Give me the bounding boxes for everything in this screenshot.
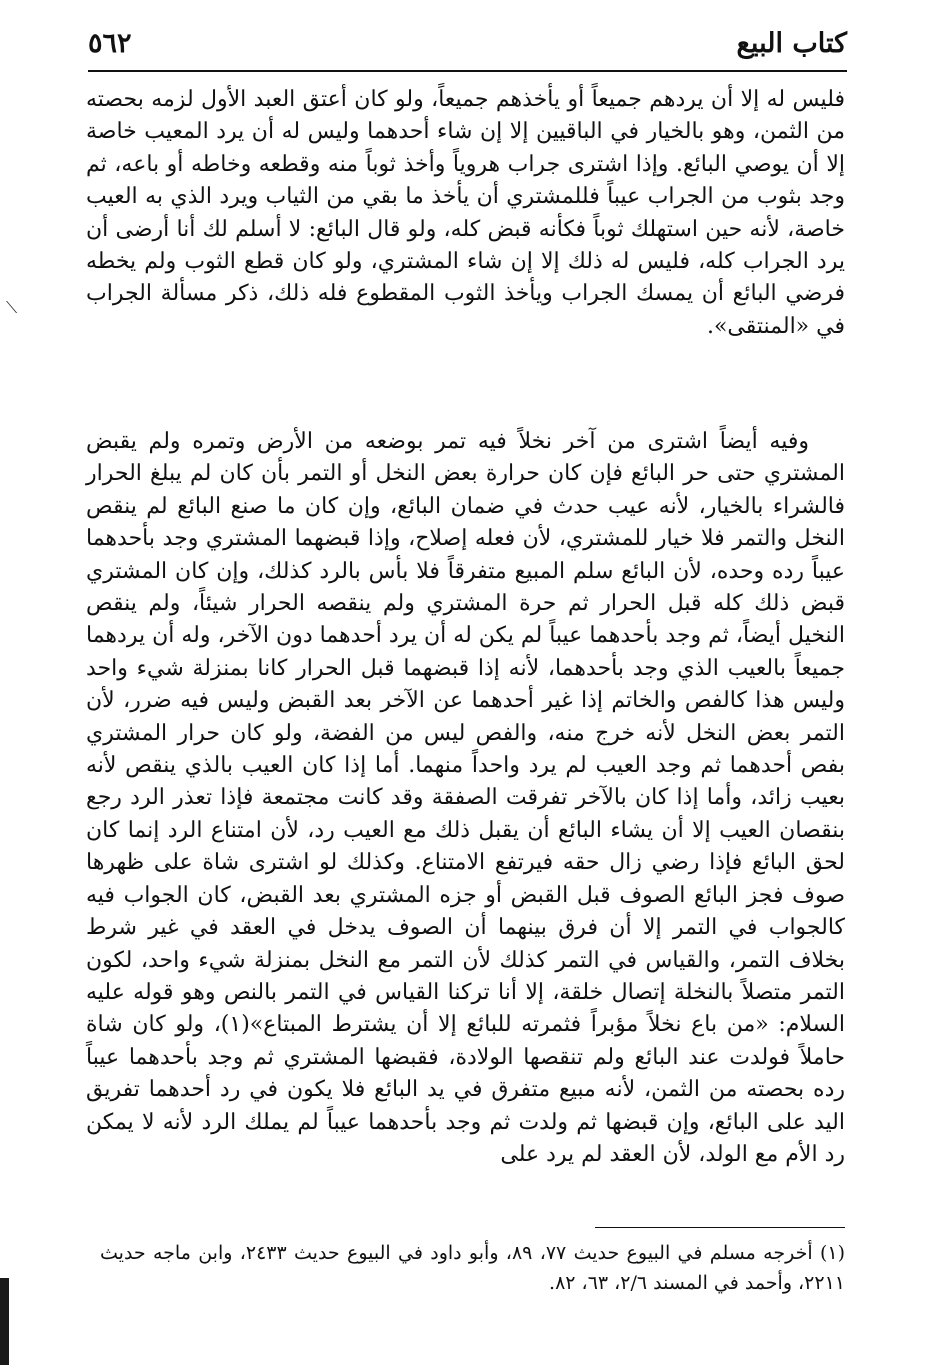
header-rule — [88, 70, 847, 72]
paragraph-2 — [86, 426, 845, 1171]
paragraph-1-text: فليس له إلا أن يردهم جميعاً أو يأخذهم جميعاً، ولو كان أعتق العبد الأول لزمه بحصته من الثمن، وهو بالخيار في الباقيين إلا إن شاء أحدهما وليس له أن يرد المعيب خاصة إلا أن يوصي البائع. وإذا اشترى جراب هروياً وأخذ ثوباً منه وقطعه وخاطه أو باعه، ثم وجد بثوب من الجراب عيباً فللمشتري أن يأخذ ما بقي من الثياب ويرد الذي به العيب خاصة، لأنه حين استهلك ثوباً فكأنه قبض كله، ولو قال البائع: لا أسلم لك أنا أرضى أن يرد الجراب كله، فليس له ذلك إلا إن شاء المشتري، ولو كان قطع الثوب ولم يخطه فرضي البائع أن يمسك الجراب ويأخذ الثوب المقطوع فله ذلك، ذكر مسألة الجراب في «المنتقى». — [86, 87, 845, 339]
footnote — [100, 1238, 845, 1298]
page-header — [88, 22, 847, 68]
page-number: ٥٦٢ — [88, 28, 132, 59]
footnote-rule — [595, 1227, 845, 1228]
footnote-text: (١) أخرجه مسلم في البيوع حديث ٧٧، ٨٩، وأبو داود في البيوع حديث ٢٤٣٣، وابن ماجه حديث ٢٢١١، وأحمد في المسند ٢/٦، ٦٣، ٨٢. — [100, 1242, 845, 1294]
paragraph-1 — [86, 84, 845, 343]
paragraph-2-text: وفيه أيضاً اشترى من آخر نخلاً فيه تمر بوضعه من الأرض وتمره ولم يقبض المشتري حتى حر البائع فإن كان حرارة بعض النخل أو التمر بأن كان لم يبلغ الحرار فالشراء بالخيار، لأنه عيب حدث في ضمان البائع، وإن كان ما صنع البائع لم ينقص النخل والتمر فلا خيار للمشتري، لأن فعله إصلاح، وإذا قبضهما المشتري وجد بأحدهما عيباً رده وحده، لأن البائع سلم المبيع متفرقاً فلا بأس بالرد كذلك، وإن كان المشتري قبض ذلك كله قبل الحرار ثم حرة المشتري ولم ينقصه الحرار شيئاً، ولم ينقص النخيل أيضاً، ثم وجد بأحدهما عيباً لم يكن له أن يرد أحدهما دون الآخر، وله أن يردهما جميعاً بالعيب الذي وجد بأحدهما، لأنه إذا قبضهما قبل الحرار كانا بمنزلة شيء واحد وليس هذا كالفص والخاتم إذا غير أحدهما عن الآخر بعد القبض وليس فيه ضرر، لأن التمر بعض النخل لأنه خرج منه، والفص ليس من الفضة، ولو كان حرار المشتري بفص أحدهما ثم وجد العيب لم يرد واحداً منهما. أما إذا كان العيب بالذي ينقص لأنه بعيب زائد، وأما إذا كان بالآخر تفرقت الصفقة وقد كانت مجتمعة فإذا تعذر الرد رجع بنقصان العيب إلا أن يشاء البائع أن يقبل ذلك مع العيب رد، لأن امتناع الرد إنما كان لحق البائع فإذا رضي زال حقه فيرتفع الامتناع. وكذلك لو اشترى شاة على ظهرها صوف فجز البائع الصوف قبل القبض أو جزه المشتري بعد القبض، كان الجواب فيه كالجواب في التمر إلا أن فرق بينهما أن الصوف يدخل في العقد في غير شرط بخلاف التمر، والقياس في التمر كذلك لأن التمر مع النخل بمنزلة شيء واحد، لكون التمر متصلاً بالنخلة إتصال خلقة، إلا أنا تركنا القياس في التمر بالنص وهو قوله عليه السلام: «من باع نخلاً مؤبراً فثمرته للبائع إلا أن يشترط المبتاع»(١)، ولو كان شاة حاملاً فولدت عند البائع ولم تنقصها الولادة، فقبضها المشتري ثم وجد بأحدهما عيباً رده بحصته من الثمن، لأنه مبيع متفرق في يد البائع فلا يكون في رد أحدهما تفريق اليد على البائع، وإن قبضها ثم ولدت ثم وجد بأحدهما عيباً لم يملك الرد لأنه لا يمكن رد الأم مع الولد، لأن العقد لم يرد على — [86, 429, 846, 1167]
scan-edge-shadow — [0, 1278, 9, 1365]
chapter-title: كتاب البيع — [736, 28, 847, 59]
scan-speck: ⟍ — [6, 298, 18, 317]
